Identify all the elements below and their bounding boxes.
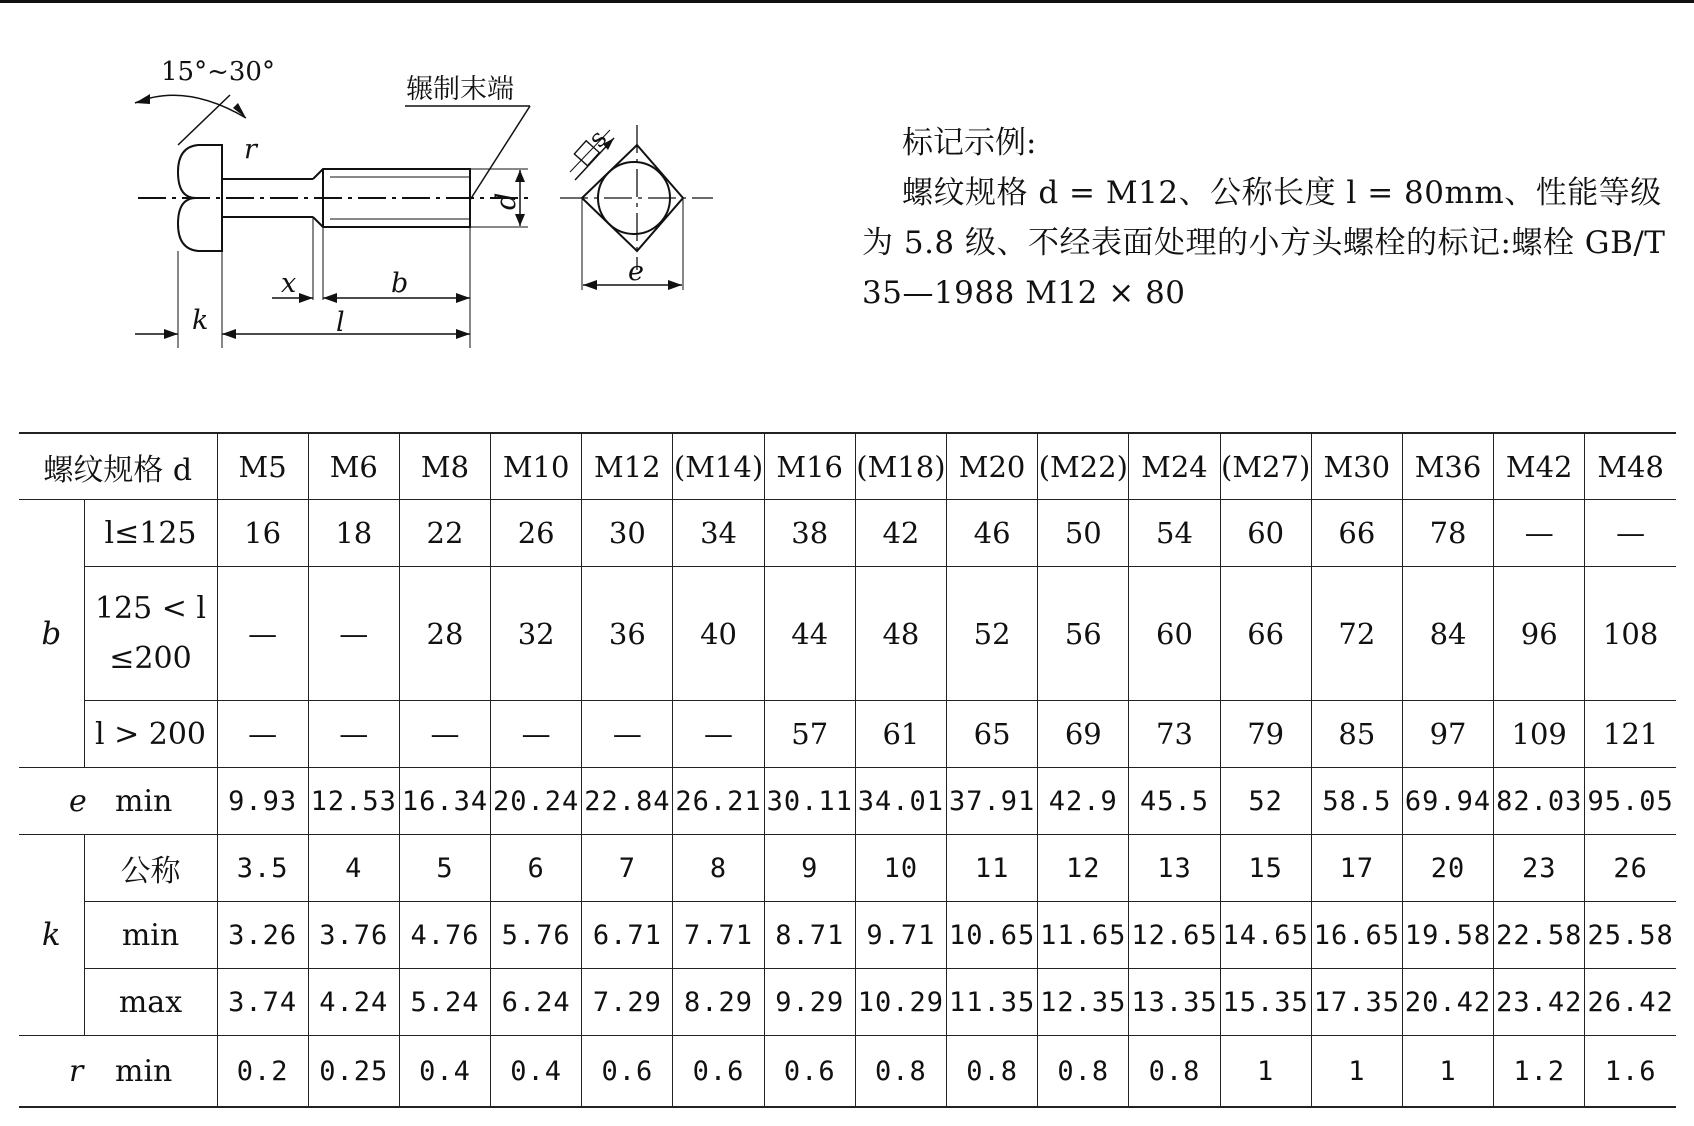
table-cell: 20.42 xyxy=(1402,969,1493,1036)
size-cell: (M14) xyxy=(673,433,764,500)
r-label: r xyxy=(69,1053,84,1089)
e-row xyxy=(19,768,1676,835)
table-cell: 1.2 xyxy=(1494,1036,1585,1107)
table-cell: 20 xyxy=(1402,835,1493,902)
table-cell: 42.9 xyxy=(1038,768,1129,835)
table-cell: 72 xyxy=(1311,567,1402,701)
table-cell: 50 xyxy=(1038,500,1129,567)
table-cell: 11.35 xyxy=(947,969,1038,1036)
table-cell: 0.8 xyxy=(855,1036,946,1107)
table-cell: 14.65 xyxy=(1220,902,1311,969)
table-cell: 82.03 xyxy=(1494,768,1585,835)
table-cell: 12.35 xyxy=(1038,969,1129,1036)
table-cell: 73 xyxy=(1129,701,1220,768)
table-cell: 7 xyxy=(582,835,673,902)
dim-k-label: k xyxy=(192,305,209,336)
table-cell: 5 xyxy=(399,835,490,902)
size-cell: (M22) xyxy=(1038,433,1129,500)
header-label: 螺纹规格 d xyxy=(19,433,217,500)
table-cell: 0.6 xyxy=(673,1036,764,1107)
table-cell: 52 xyxy=(947,567,1038,701)
table-cell: 15 xyxy=(1220,835,1311,902)
table-cell: 7.29 xyxy=(582,969,673,1036)
table-cell: 0.25 xyxy=(308,1036,399,1107)
table-cell: 22 xyxy=(399,500,490,567)
table-cell: 8.71 xyxy=(764,902,855,969)
table-cell: 6 xyxy=(491,835,582,902)
table-cell: 109 xyxy=(1494,701,1585,768)
k-sub-3: max xyxy=(84,969,217,1036)
table-cell: 69 xyxy=(1038,701,1129,768)
size-cell: (M18) xyxy=(855,433,946,500)
table-cell: 11.65 xyxy=(1038,902,1129,969)
dim-b-label: b xyxy=(391,268,409,299)
table-cell: — xyxy=(1494,500,1585,567)
e-label-cell xyxy=(19,768,217,835)
b-row-2 xyxy=(19,567,1676,701)
table-cell: 95.05 xyxy=(1585,768,1676,835)
table-cell: 36 xyxy=(582,567,673,701)
table-cell: — xyxy=(1585,500,1676,567)
table-cell: 4.76 xyxy=(399,902,490,969)
r-label-cell xyxy=(19,1036,217,1107)
table-cell: 54 xyxy=(1129,500,1220,567)
table-cell: 12.65 xyxy=(1129,902,1220,969)
table-cell: 13 xyxy=(1129,835,1220,902)
size-cell: M16 xyxy=(764,433,855,500)
table-cell: — xyxy=(308,701,399,768)
dim-d-label: d xyxy=(491,192,522,210)
b-label: b xyxy=(19,500,84,768)
rolled-end-label: 辗制末端 xyxy=(406,74,514,105)
dim-x-label: x xyxy=(281,268,297,299)
angle-arc xyxy=(135,95,246,118)
table-cell: 9.71 xyxy=(855,902,946,969)
table-cell: 20.24 xyxy=(491,768,582,835)
table-cell: 0.4 xyxy=(491,1036,582,1107)
table-cell: 8 xyxy=(673,835,764,902)
marking-example xyxy=(862,118,1672,318)
size-cell: M6 xyxy=(308,433,399,500)
table-cell: 22.58 xyxy=(1494,902,1585,969)
table-cell: 15.35 xyxy=(1220,969,1311,1036)
table-cell: 45.5 xyxy=(1129,768,1220,835)
b-cond-2-line1: 125 < l xyxy=(94,590,207,626)
header-row xyxy=(19,433,1676,500)
table-cell: 121 xyxy=(1585,701,1676,768)
size-cell: M10 xyxy=(491,433,582,500)
table-cell: 23 xyxy=(1494,835,1585,902)
k-sub-1: 公称 xyxy=(84,835,217,902)
table-cell: 12 xyxy=(1038,835,1129,902)
table-cell: — xyxy=(217,701,308,768)
table-cell: 1 xyxy=(1402,1036,1493,1107)
table-cell: 26 xyxy=(1585,835,1676,902)
table-cell: — xyxy=(399,701,490,768)
table-cell: — xyxy=(217,567,308,701)
table-cell: 1.6 xyxy=(1585,1036,1676,1107)
table-cell: 12.53 xyxy=(308,768,399,835)
table-cell: 3.76 xyxy=(308,902,399,969)
e-label: e xyxy=(69,783,87,819)
bolt-drawing xyxy=(0,0,760,380)
table-cell: 48 xyxy=(855,567,946,701)
b-row-3 xyxy=(19,701,1676,768)
r-row xyxy=(19,1036,1676,1107)
table-cell: 3.74 xyxy=(217,969,308,1036)
table-cell: 34.01 xyxy=(855,768,946,835)
table-cell: 40 xyxy=(673,567,764,701)
table-cell: 0.8 xyxy=(1129,1036,1220,1107)
table-cell: 16.34 xyxy=(399,768,490,835)
table-cell: 9 xyxy=(764,835,855,902)
table-cell: 28 xyxy=(399,567,490,701)
table-cell: 58.5 xyxy=(1311,768,1402,835)
table-cell: 7.71 xyxy=(673,902,764,969)
table-cell: 32 xyxy=(491,567,582,701)
table-cell: 26.21 xyxy=(673,768,764,835)
table-cell: 25.58 xyxy=(1585,902,1676,969)
table-cell: 37.91 xyxy=(947,768,1038,835)
table-cell: — xyxy=(308,567,399,701)
b-cond-2-line2: ≤200 xyxy=(109,640,192,676)
size-cell: M5 xyxy=(217,433,308,500)
table-cell: 66 xyxy=(1220,567,1311,701)
table-cell: 6.71 xyxy=(582,902,673,969)
table-cell: 17 xyxy=(1311,835,1402,902)
table-cell: 4.24 xyxy=(308,969,399,1036)
table-cell: 34 xyxy=(673,500,764,567)
size-cell: M20 xyxy=(947,433,1038,500)
table-cell: 60 xyxy=(1220,500,1311,567)
table-cell: 46 xyxy=(947,500,1038,567)
table-cell: 26 xyxy=(491,500,582,567)
table-cell: 4 xyxy=(308,835,399,902)
table-cell: 30 xyxy=(582,500,673,567)
size-cell: M30 xyxy=(1311,433,1402,500)
table-cell: 85 xyxy=(1311,701,1402,768)
table-cell: 9.29 xyxy=(764,969,855,1036)
table-cell: 84 xyxy=(1402,567,1493,701)
table-cell: 56 xyxy=(1038,567,1129,701)
table-cell: 16.65 xyxy=(1311,902,1402,969)
table-cell: 0.8 xyxy=(947,1036,1038,1107)
table-cell: 52 xyxy=(1220,768,1311,835)
table-cell: 0.4 xyxy=(399,1036,490,1107)
size-cell: (M27) xyxy=(1220,433,1311,500)
table-cell: 69.94 xyxy=(1402,768,1493,835)
b-row-1 xyxy=(19,500,1676,567)
table-cell: 5.76 xyxy=(491,902,582,969)
table-cell: 13.35 xyxy=(1129,969,1220,1036)
table-cell: 6.24 xyxy=(491,969,582,1036)
dim-r-label: r xyxy=(244,134,257,165)
table-cell: — xyxy=(673,701,764,768)
size-cell: M48 xyxy=(1585,433,1676,500)
table-cell: 22.84 xyxy=(582,768,673,835)
k-row-2 xyxy=(19,902,1676,969)
table-cell: 0.8 xyxy=(1038,1036,1129,1107)
table-cell: 8.29 xyxy=(673,969,764,1036)
b-cond-3: l > 200 xyxy=(84,701,217,768)
table-cell: 0.2 xyxy=(217,1036,308,1107)
k-row-1 xyxy=(19,835,1676,902)
size-cell: M12 xyxy=(582,433,673,500)
table-cell: 61 xyxy=(855,701,946,768)
table-cell: 78 xyxy=(1402,500,1493,567)
size-cell: M42 xyxy=(1494,433,1585,500)
example-body: 螺纹规格 d = M12、公称长度 l = 80mm、性能等级为 5.8 级、不经表面处理的小方头螺栓的标记:螺栓 GB/T 35—1988 M12 × 80 xyxy=(862,175,1666,311)
example-title: 标记示例: xyxy=(902,125,1037,161)
table-cell: 44 xyxy=(764,567,855,701)
k-row-3 xyxy=(19,969,1676,1036)
table-cell: 10.65 xyxy=(947,902,1038,969)
b-cond-1: l≤125 xyxy=(84,500,217,567)
k-label: k xyxy=(19,835,84,1036)
table-cell: 11 xyxy=(947,835,1038,902)
table-cell: 79 xyxy=(1220,701,1311,768)
k-sub-2: min xyxy=(84,902,217,969)
table-cell: 10.29 xyxy=(855,969,946,1036)
table-cell: 42 xyxy=(855,500,946,567)
table-cell: 97 xyxy=(1402,701,1493,768)
dimension-table xyxy=(19,432,1676,1108)
table-cell: 96 xyxy=(1494,567,1585,701)
table-cell: 5.24 xyxy=(399,969,490,1036)
table-cell: 65 xyxy=(947,701,1038,768)
table-cell: 3.26 xyxy=(217,902,308,969)
table-cell: 38 xyxy=(764,500,855,567)
table-cell: 18 xyxy=(308,500,399,567)
size-cell: M24 xyxy=(1129,433,1220,500)
table-cell: 1 xyxy=(1220,1036,1311,1107)
table-cell: 26.42 xyxy=(1585,969,1676,1036)
size-cell: M36 xyxy=(1402,433,1493,500)
e-sub: min xyxy=(115,783,173,819)
table-cell: 19.58 xyxy=(1402,902,1493,969)
table-cell: 108 xyxy=(1585,567,1676,701)
table-cell: 1 xyxy=(1311,1036,1402,1107)
dim-s-label: □s xyxy=(566,123,613,171)
table-cell: 0.6 xyxy=(582,1036,673,1107)
table-cell: 0.6 xyxy=(764,1036,855,1107)
table-cell: 60 xyxy=(1129,567,1220,701)
dim-e-label: e xyxy=(628,256,644,287)
table-cell: 66 xyxy=(1311,500,1402,567)
table-cell: — xyxy=(582,701,673,768)
table-cell: 3.5 xyxy=(217,835,308,902)
size-cell: M8 xyxy=(399,433,490,500)
r-sub: min xyxy=(115,1053,173,1089)
table-cell: 9.93 xyxy=(217,768,308,835)
dim-l-label: l xyxy=(336,307,345,338)
table-cell: 17.35 xyxy=(1311,969,1402,1036)
table-cell: — xyxy=(491,701,582,768)
table-cell: 16 xyxy=(217,500,308,567)
angle-label: 15°~30° xyxy=(161,57,275,87)
table-cell: 57 xyxy=(764,701,855,768)
table-cell: 10 xyxy=(855,835,946,902)
table-cell: 23.42 xyxy=(1494,969,1585,1036)
table-cell: 30.11 xyxy=(764,768,855,835)
b-cond-2 xyxy=(84,567,217,701)
